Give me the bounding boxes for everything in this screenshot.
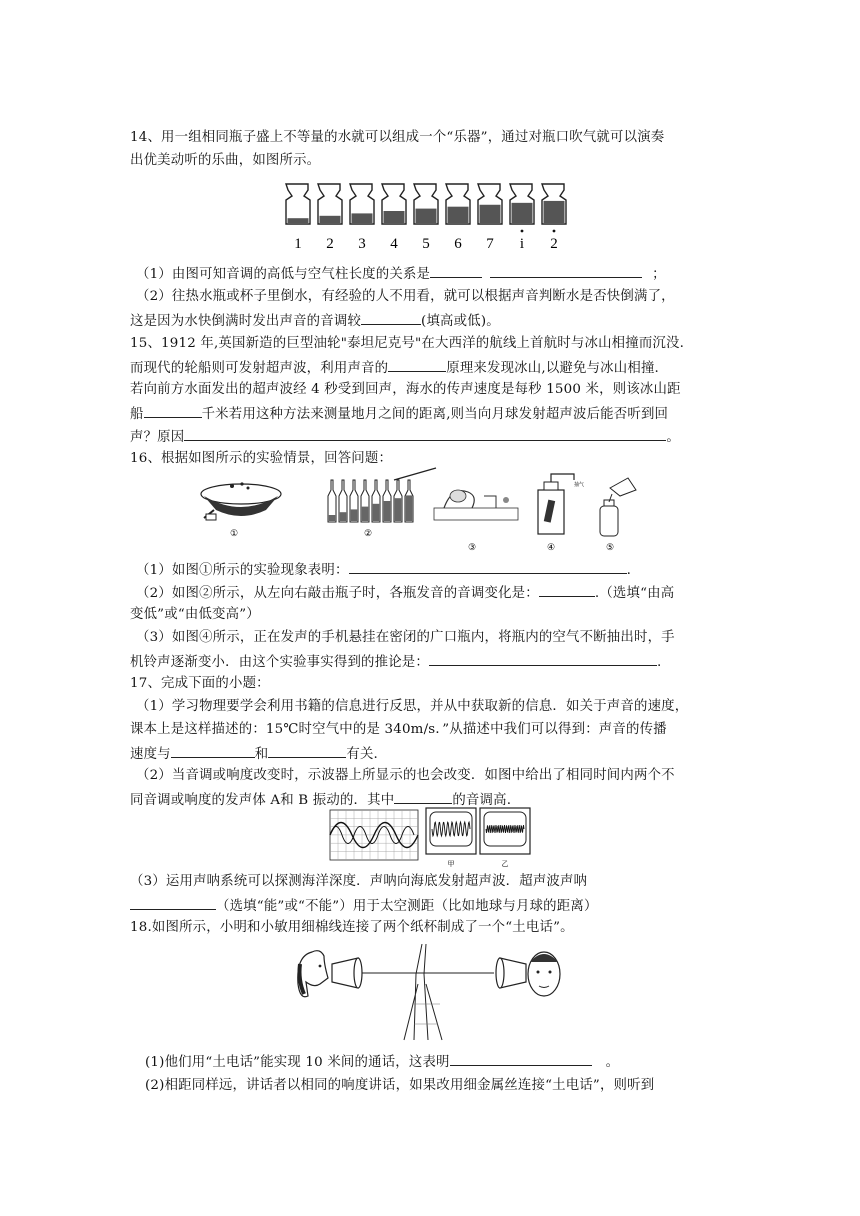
bell-jar-experiment-icon: [538, 474, 584, 553]
q14-sub2-line2: 这是因为水快倒满时发出声音的音调较 (填高或低)。: [130, 310, 730, 332]
osc-label-b: 乙: [501, 860, 509, 868]
q14-bottles-figure: [282, 182, 572, 254]
waveform-grid-icon: [330, 810, 418, 860]
bottle-note-label: i: [519, 236, 525, 252]
boy-face-icon: [528, 952, 560, 996]
svg-text:抽气: 抽气: [574, 482, 585, 488]
bottle-icon: [542, 184, 566, 252]
q17-sub1-line2: 课本上是这样描述的：15℃时空气中的是 340m/s．”从描述中我们可以得到：声音的传播: [130, 722, 667, 737]
paper-cup-right-icon: [496, 958, 526, 988]
q15-blank-principle[interactable]: [388, 357, 446, 372]
oscilloscope-a-icon: [426, 808, 476, 868]
q18-sub2: (2)相距同样远，讲话者以相同的响度讲话，如果改用细金属丝连接“土电话”，则听到: [145, 1078, 655, 1093]
q16-sub2-blank[interactable]: [539, 582, 595, 597]
q17-sub2-line1: （2）当音调或响度改变时，示波器上所显示的也会改变．如图中给出了相同时间内两个不: [136, 768, 675, 783]
q18-string-telephone-figure: [294, 944, 564, 1042]
q14-stem-line2: 出优美动听的乐曲，如图所示。: [130, 153, 321, 168]
thermos-pouring-icon: [600, 478, 636, 553]
q16-experiments-figure: [196, 466, 646, 558]
bottle-icon: [414, 184, 438, 252]
q14-stem-line1: 14、用一组相同瓶子盛上不等量的水就可以组成一个“乐器”，通过对瓶口吹气就可以演奏: [130, 130, 665, 145]
tuning-fork-experiment-icon: [434, 490, 518, 553]
paper-cup-left-icon: [332, 958, 362, 988]
q15-line2: 而现代的轮船则可发射超声波，利用声音的 原理来发现冰山,以避免与冰山相撞.: [130, 357, 730, 379]
drum-experiment-icon: [201, 482, 281, 539]
fig16-label-2: ②: [363, 529, 373, 539]
q17-stem: 17、完成下面的小题：: [130, 676, 270, 691]
q17-sub2-blank[interactable]: [394, 789, 452, 804]
bottle-icon: [318, 184, 342, 252]
q16-sub3-line1: （3）如图④所示，正在发声的手机悬挂在密闭的广口瓶内，将瓶内的空气不断抽出时，手: [136, 630, 675, 645]
q18-stem: 18.如图所示，小明和小敏用细棉线连接了两个纸杯制成了一个“土电话”。: [130, 920, 574, 935]
fig16-label-3: ③: [467, 543, 477, 553]
q14-sub1-blank-b[interactable]: [490, 263, 642, 278]
q14-sub2-blank[interactable]: [361, 310, 421, 325]
bottle-icon: [382, 184, 406, 252]
q14-sub2-line1: （2）往热水瓶或杯子里倒水，有经验的人不用看，就可以根据声音判断水是否快倒满了，: [136, 289, 675, 304]
bottle-note-label: 6: [454, 236, 462, 252]
q17-sub1-blank-a[interactable]: [171, 743, 255, 758]
q17-sub1-line1: （1）学习物理要学会利用书籍的信息进行反思，并从中获取新的信息．如关于声音的速度，: [136, 699, 689, 714]
q18-sub1: (1)他们用“土电话”能实现 10 米间的通话，这表明 。: [145, 1051, 745, 1073]
bottle-note-label: 2: [550, 236, 558, 252]
q15-line1: 15、1912 年,英国新造的巨型油轮"泰坦尼克号"在大西洋的航线上首航时与冰山相撞而沉没.: [130, 336, 685, 351]
bottle-note-label: 4: [390, 236, 398, 252]
q16-stem: 16、根据如图所示的实验情景，回答问题：: [130, 451, 393, 466]
fig16-label-4: ④: [546, 543, 556, 553]
q15-blank-distance[interactable]: [144, 403, 202, 418]
osc-label-a: 甲: [447, 860, 455, 868]
q16-sub1: （1）如图①所示的实验现象表明： .: [136, 559, 736, 581]
q17-oscilloscope-figure: [328, 806, 534, 870]
girl-profile-icon: [298, 951, 328, 997]
bottle-icon: [286, 184, 310, 252]
bottle-row-experiment-icon: [328, 468, 436, 539]
bottle-icon: [446, 184, 470, 252]
q17-sub3-line1: （3）运用声呐系统可以探测海洋深度．声呐向海底发射超声波．超声波声呐: [130, 874, 588, 889]
q17-sub2-line2: 同音调或响度的发声体 A和 B 振动的．其中 的音调高.: [130, 789, 730, 811]
q17-sub1-line3: 速度与 和 有关.: [130, 743, 730, 765]
q14-sub1-blank-a[interactable]: [430, 263, 482, 278]
q16-sub2-line2: 变低”或“由低变高”）: [130, 607, 260, 622]
oscilloscope-b-icon: [480, 808, 530, 868]
bottle-note-label: 2: [326, 236, 334, 252]
bottle-note-label: 7: [486, 236, 494, 252]
q15-blank-reason[interactable]: [184, 426, 666, 441]
q16-sub2-line1: （2）如图②所示，从左向右敲击瓶子时，各瓶发音的音调变化是： .（选填“由高: [136, 582, 736, 604]
bottle-icon: [478, 184, 502, 252]
bottle-note-label: 3: [358, 236, 366, 252]
q16-sub1-blank[interactable]: [349, 559, 627, 574]
q17-sub1-blank-b[interactable]: [268, 743, 346, 758]
q17-sub3-blank[interactable]: [130, 895, 216, 910]
bottle-icon: [350, 184, 374, 252]
fig16-label-5: ⑤: [605, 543, 615, 553]
q14-sub1: （1）由图可知音调的高低与空气柱长度的关系是 ；: [136, 263, 736, 285]
fig16-label-1: ①: [229, 529, 239, 539]
bottle-note-label: 1: [294, 236, 302, 252]
bottle-note-label: 5: [422, 236, 430, 252]
q17-sub3-line2: （选填“能”或“不能”）用于太空测距（比如地球与月球的距离）: [130, 895, 730, 917]
tree-icon: [404, 944, 442, 1040]
bottle-icon: [510, 184, 534, 252]
q16-sub3-line2: 机铃声逐渐变小．由这个实验事实得到的推论是： .: [130, 651, 730, 673]
q16-sub3-blank[interactable]: [429, 651, 657, 666]
q15-line5: 声？原因 。: [130, 426, 730, 448]
q15-line4: 船 千米若用这种方法来测量地月之间的距离,则当向月球发射超声波后能否听到回: [130, 403, 730, 425]
q15-line3: 若向前方水面发出的超声波经 4 秒受到回声，海水的传声速度是每秒 1500 米，则该冰山距: [130, 382, 681, 397]
q18-sub1-blank[interactable]: [450, 1051, 592, 1066]
